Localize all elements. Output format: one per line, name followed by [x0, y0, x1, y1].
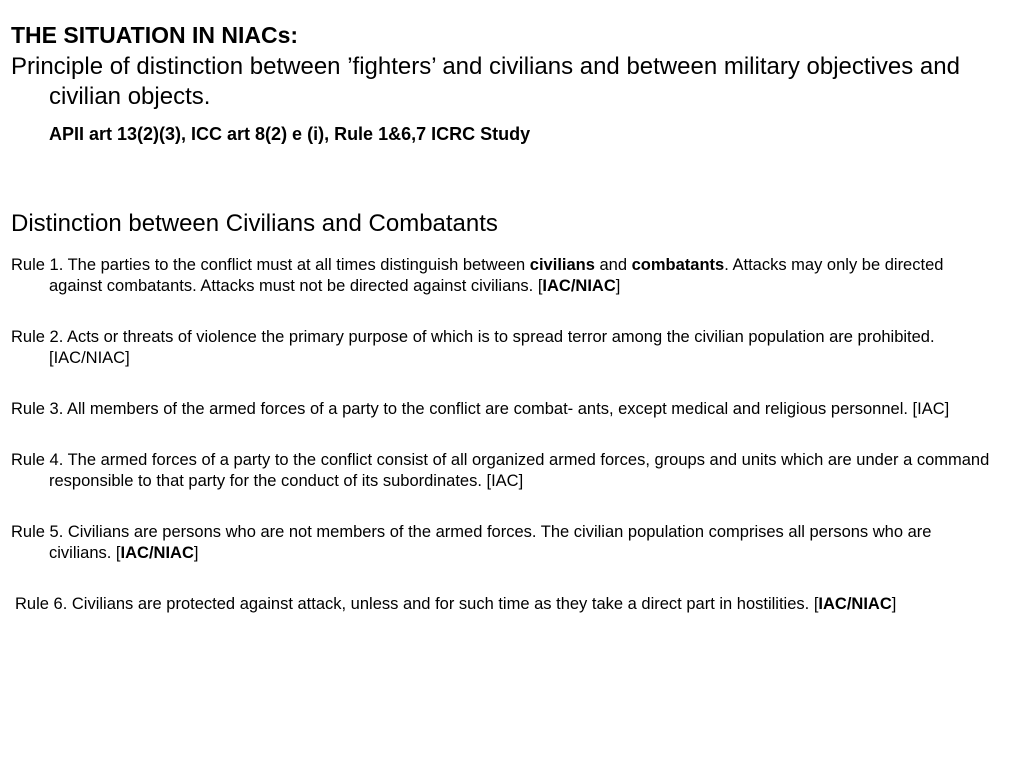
rule-1-text-b: and — [594, 256, 632, 274]
slide-heading: THE SITUATION IN NIACs: — [11, 22, 299, 48]
rule-5-scope-tag: IAC/NIAC — [120, 544, 194, 562]
rule-2: Rule 2. Acts or threats of violence the primary purpose of which is to spread terror among the civilian population are prohibited. [IAC/NIAC] — [11, 328, 935, 367]
rule-1-text-d: ] — [615, 277, 621, 295]
rule-1-text-c: . Attacks may only be directed against combatants. Attacks must not be directed against civilians. [ — [49, 256, 944, 295]
rule-1-combatants-term: combatants — [631, 256, 725, 274]
rule-5-text-b: ] — [193, 544, 199, 562]
principle-text: Principle of distinction between ’fighters’ and civilians and between military objectives and civilian objects. — [11, 53, 960, 110]
rule-1 — [11, 255, 994, 297]
rule-3: Rule 3. All members of the armed forces of a party to the conflict are combat- ants, except medical and religious personnel. [IAC] — [11, 400, 950, 418]
rule-6 — [11, 594, 994, 615]
section-title: Distinction between Civilians and Combatants — [11, 210, 498, 237]
rule-4: Rule 4. The armed forces of a party to the conflict consist of all organized armed forces, groups and units which are under a command responsible to that party for the conduct of its subordinates. [IAC] — [11, 451, 990, 490]
rule-6-scope-tag: IAC/NIAC — [818, 595, 892, 613]
legal-citation: APII art 13(2)(3), ICC art 8(2) e (i), Rule 1&6,7 ICRC Study — [49, 124, 531, 144]
rule-1-scope-tag: IAC/NIAC — [542, 277, 616, 295]
rule-1-text-a: Rule 1. The parties to the conflict must at all times distinguish between — [11, 256, 530, 274]
rule-1-civilians-term: civilians — [529, 256, 595, 274]
rule-5-text-a: Rule 5. Civilians are persons who are not members of the armed forces. The civilian population comprises all persons who are civilians. [ — [11, 523, 932, 562]
rule-6-text-a: Rule 6. Civilians are protected against attack, unless and for such time as they take a direct part in hostilities. [ — [15, 595, 819, 613]
rule-5 — [11, 522, 994, 564]
rules-list — [11, 255, 994, 615]
rule-6-text-b: ] — [891, 595, 897, 613]
